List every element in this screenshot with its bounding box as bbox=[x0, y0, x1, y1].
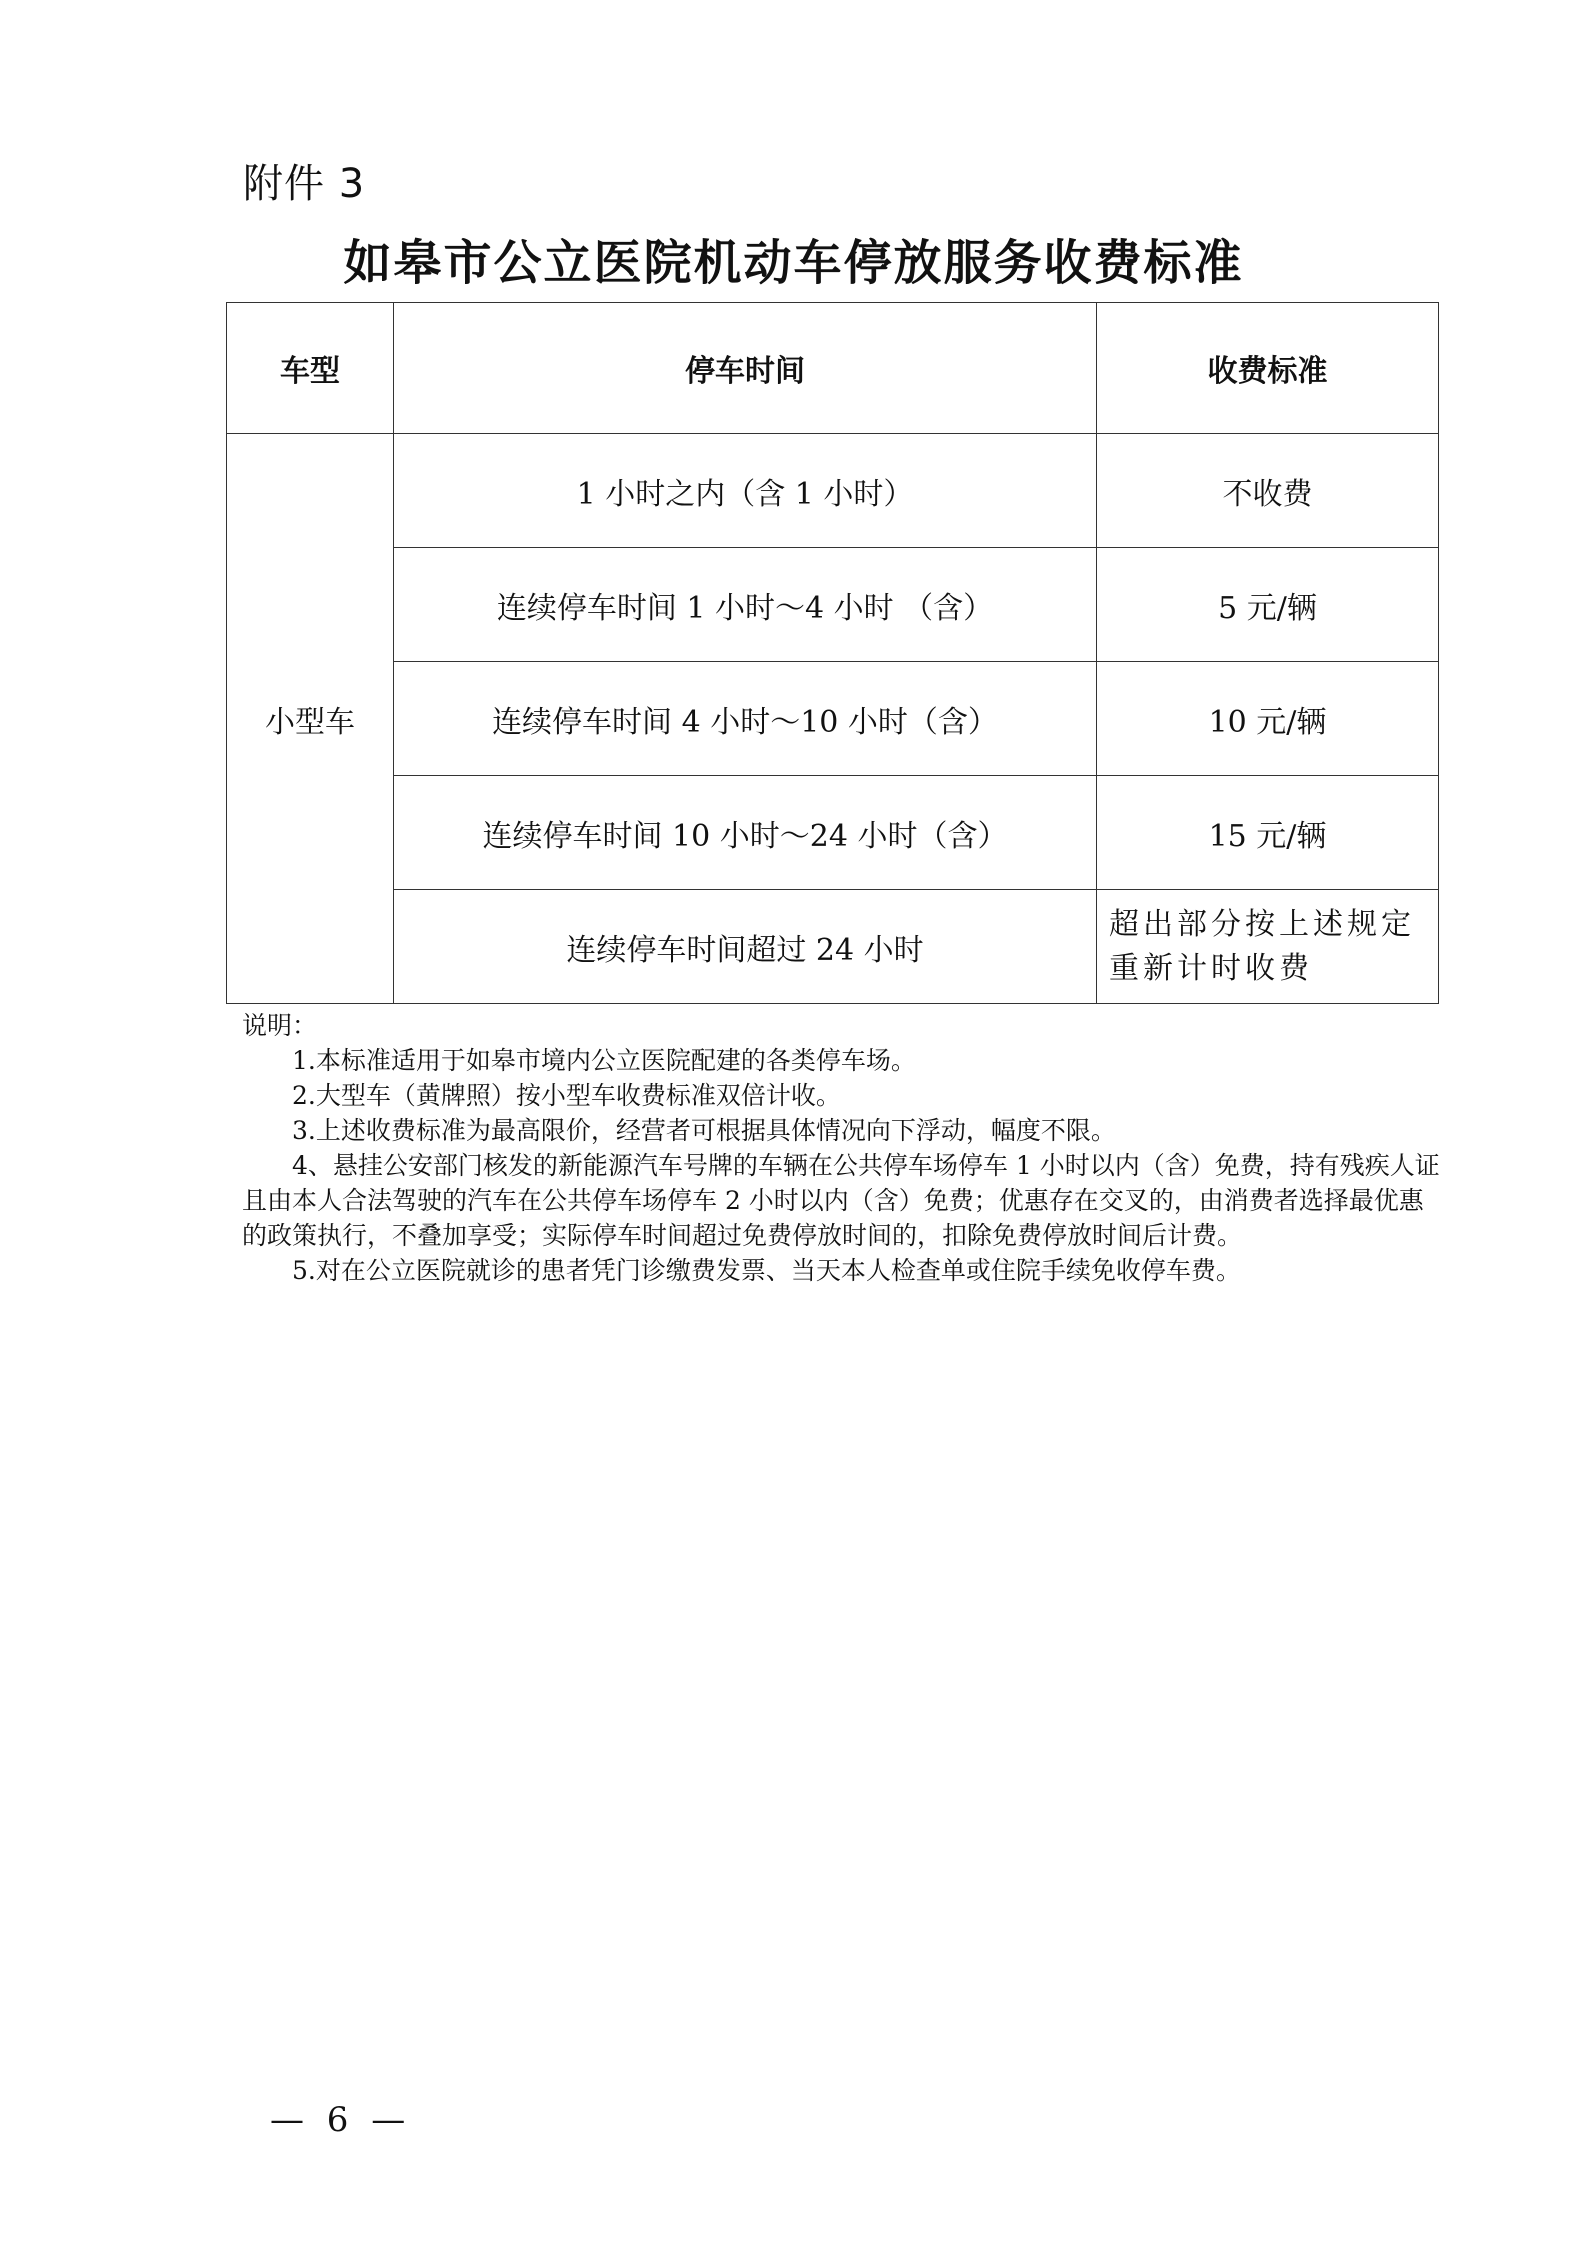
header-parking-time: 停车时间 bbox=[394, 303, 1097, 434]
vehicle-type-cell: 小型车 bbox=[227, 434, 394, 1004]
parking-time-cell: 连续停车时间 4 小时～10 小时（含） bbox=[394, 662, 1097, 776]
fee-note-line: 超出部分按上述规定 bbox=[1109, 906, 1415, 942]
fee-cell: 不收费 bbox=[1097, 434, 1439, 548]
note-item: 2.大型车（黄牌照）按小型车收费标准双倍计收。 bbox=[292, 1081, 841, 1110]
table-row bbox=[227, 434, 1439, 548]
fee-note-line: 重新计时收费 bbox=[1109, 950, 1313, 986]
parking-time-cell: 连续停车时间 1 小时～4 小时 （含） bbox=[394, 548, 1097, 662]
document-title: 如皋市公立医院机动车停放服务收费标准 bbox=[343, 235, 1244, 291]
notes-section bbox=[242, 1008, 1447, 1288]
fee-cell bbox=[1097, 890, 1439, 1004]
table-header-row bbox=[227, 303, 1439, 434]
page-number: — 6 — bbox=[270, 2100, 412, 2140]
table-row bbox=[227, 548, 1439, 662]
header-fee-standard: 收费标准 bbox=[1097, 303, 1439, 434]
fee-cell: 5 元/辆 bbox=[1097, 548, 1439, 662]
fee-cell: 15 元/辆 bbox=[1097, 776, 1439, 890]
attachment-label: 附件 3 bbox=[243, 161, 366, 207]
note-item: 5.对在公立医院就诊的患者凭门诊缴费发票、当天本人检查单或住院手续免收停车费。 bbox=[292, 1256, 1241, 1285]
notes-heading: 说明： bbox=[242, 1011, 318, 1040]
fee-cell: 10 元/辆 bbox=[1097, 662, 1439, 776]
note-item: 1.本标准适用于如皋市境内公立医院配建的各类停车场。 bbox=[292, 1046, 916, 1075]
table-row bbox=[227, 776, 1439, 890]
table-row bbox=[227, 662, 1439, 776]
parking-time-cell: 连续停车时间超过 24 小时 bbox=[394, 890, 1097, 1004]
parking-time-cell: 连续停车时间 10 小时～24 小时（含） bbox=[394, 776, 1097, 890]
fee-table bbox=[226, 302, 1439, 1004]
table-row bbox=[227, 890, 1439, 1004]
note-item: 3.上述收费标准为最高限价，经营者可根据具体情况向下浮动，幅度不限。 bbox=[292, 1116, 1116, 1145]
note-item: 4、悬挂公安部门核发的新能源汽车号牌的车辆在公共停车场停车 1 小时以内（含）免费，持有残疾人证且由本人合法驾驶的汽车在公共停车场停车 2 小时以内（含）免费；优惠存在交叉的，由消费者选择最优惠的政策执行，不叠加享受；实际停车时间超过免费停放时间的，扣除免费停放时间后计费。 bbox=[242, 1151, 1440, 1250]
parking-time-cell: 1 小时之内（含 1 小时） bbox=[394, 434, 1097, 548]
header-vehicle-type: 车型 bbox=[227, 303, 394, 434]
